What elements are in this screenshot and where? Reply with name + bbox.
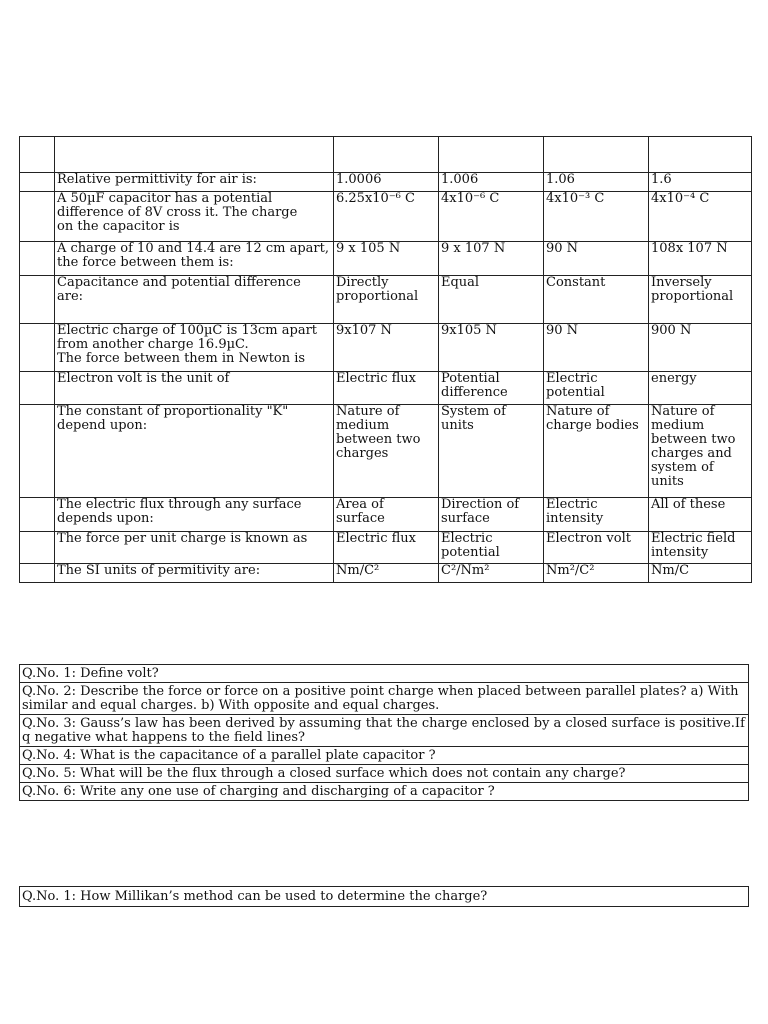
mcq-table bbox=[19, 136, 752, 583]
mcq-row bbox=[20, 276, 752, 324]
mcq-number-cell bbox=[20, 564, 55, 583]
mcq-option-b: Electric potential bbox=[441, 531, 500, 560]
mcq-row bbox=[20, 564, 752, 583]
mcq-question: The force per unit charge is known as bbox=[57, 531, 308, 546]
mcq-option-b: Potential difference bbox=[441, 371, 508, 400]
mcq-option-c: 90 N bbox=[546, 241, 579, 256]
mcq-option-d: Nm/C bbox=[651, 563, 690, 578]
mcq-option-a: Area of surface bbox=[336, 497, 385, 526]
short-question: Q.No. 3: Gauss’s law has been derived by assuming that the charge enclosed by a closed surface is positive.If q negative what happens to the field lines? bbox=[20, 715, 749, 747]
mcq-option-d: Electric field intensity bbox=[651, 531, 736, 560]
mcq-question: A charge of 10 and 14.4 are 12 cm apart, the force between them is: bbox=[57, 241, 329, 270]
short-question-row bbox=[20, 747, 749, 765]
mcq-option-b: 9x105 N bbox=[441, 323, 497, 338]
mcq-number-cell bbox=[20, 324, 55, 372]
short-questions-table bbox=[19, 664, 749, 801]
mcq-header-cell bbox=[55, 137, 334, 173]
short-question: Q.No. 2: Describe the force or force on a positive point charge when placed between parallel plates? a) With similar and equal charges. b) With opposite and equal charges. bbox=[20, 683, 749, 715]
mcq-option-a: 9 x 105 N bbox=[336, 241, 401, 256]
mcq-option-b: Equal bbox=[441, 275, 480, 290]
mcq-option-b: 4x10⁻⁶ C bbox=[441, 191, 500, 206]
mcq-option-c: Electric potential bbox=[546, 371, 605, 400]
mcq-question: The constant of proportionality "K" depend upon: bbox=[57, 404, 289, 433]
mcq-header-cell bbox=[334, 137, 439, 173]
mcq-option-a: Electric flux bbox=[336, 531, 417, 546]
mcq-option-b: Direction of surface bbox=[441, 497, 520, 526]
mcq-row bbox=[20, 173, 752, 192]
short-question: Q.No. 4: What is the capacitance of a parallel plate capacitor ? bbox=[20, 747, 749, 765]
mcq-row bbox=[20, 498, 752, 532]
mcq-option-c: Nm²/C² bbox=[546, 563, 595, 578]
mcq-number-cell bbox=[20, 405, 55, 498]
long-question-row bbox=[20, 887, 749, 907]
mcq-number-cell bbox=[20, 498, 55, 532]
short-question-row bbox=[20, 715, 749, 747]
mcq-option-d: 4x10⁻⁴ C bbox=[651, 191, 710, 206]
mcq-question: The electric flux through any surface depends upon: bbox=[57, 497, 302, 526]
mcq-option-a: 1.0006 bbox=[336, 172, 382, 187]
mcq-option-a: Nature of medium between two charges bbox=[336, 404, 421, 461]
mcq-option-a: Directly proportional bbox=[336, 275, 419, 304]
mcq-row bbox=[20, 242, 752, 276]
mcq-option-c: Constant bbox=[546, 275, 606, 290]
mcq-header-cell bbox=[20, 137, 55, 173]
mcq-option-a: Electric flux bbox=[336, 371, 417, 386]
mcq-number-cell bbox=[20, 372, 55, 405]
mcq-option-d: 900 N bbox=[651, 323, 692, 338]
mcq-option-a: 6.25x10⁻⁶ C bbox=[336, 191, 415, 206]
mcq-option-d: All of these bbox=[651, 497, 726, 512]
mcq-option-a: Nm/C² bbox=[336, 563, 380, 578]
short-question-row bbox=[20, 783, 749, 801]
mcq-header-cell bbox=[544, 137, 649, 173]
mcq-header-cell bbox=[439, 137, 544, 173]
mcq-row bbox=[20, 372, 752, 405]
mcq-option-c: Electron volt bbox=[546, 531, 631, 546]
mcq-row bbox=[20, 324, 752, 372]
mcq-option-d: Nature of medium between two charges and system of units bbox=[651, 404, 736, 489]
mcq-option-c: Electric intensity bbox=[546, 497, 604, 526]
short-question: Q.No. 6: Write any one use of charging and discharging of a capacitor ? bbox=[20, 783, 749, 801]
mcq-option-b: 1.006 bbox=[441, 172, 479, 187]
long-questions-table bbox=[19, 886, 749, 907]
mcq-option-c: Nature of charge bodies bbox=[546, 404, 639, 433]
mcq-row bbox=[20, 405, 752, 498]
mcq-option-b: System of units bbox=[441, 404, 506, 433]
mcq-option-d: Inversely proportional bbox=[651, 275, 734, 304]
mcq-option-b: C²/Nm² bbox=[441, 563, 490, 578]
short-question-row bbox=[20, 683, 749, 715]
mcq-question: A 50µF capacitor has a potential difference of 8V cross it. The charge on the capacitor is bbox=[57, 191, 298, 234]
mcq-question: Electric charge of 100µC is 13cm apart from another charge 16.9µC. The force between them in Newton is bbox=[57, 323, 318, 366]
mcq-option-b: 9 x 107 N bbox=[441, 241, 506, 256]
short-question-row bbox=[20, 665, 749, 683]
mcq-question: The SI units of permitivity are: bbox=[57, 563, 261, 578]
mcq-question: Electron volt is the unit of bbox=[57, 371, 230, 386]
mcq-number-cell bbox=[20, 532, 55, 564]
mcq-number-cell bbox=[20, 173, 55, 192]
mcq-question: Relative permittivity for air is: bbox=[57, 172, 257, 187]
mcq-number-cell bbox=[20, 242, 55, 276]
mcq-number-cell bbox=[20, 192, 55, 242]
short-question-row bbox=[20, 765, 749, 783]
mcq-row bbox=[20, 532, 752, 564]
long-question: Q.No. 1: How Millikan’s method can be used to determine the charge? bbox=[20, 887, 749, 907]
mcq-option-d: 1.6 bbox=[651, 172, 672, 187]
short-question: Q.No. 1: Define volt? bbox=[20, 665, 749, 683]
mcq-option-c: 1.06 bbox=[546, 172, 575, 187]
mcq-option-d: 108x 107 N bbox=[651, 241, 728, 256]
mcq-option-a: 9x107 N bbox=[336, 323, 392, 338]
mcq-option-c: 90 N bbox=[546, 323, 579, 338]
mcq-row bbox=[20, 192, 752, 242]
mcq-header-row bbox=[20, 137, 752, 173]
short-question: Q.No. 5: What will be the flux through a closed surface which does not contain any charge? bbox=[20, 765, 749, 783]
mcq-number-cell bbox=[20, 276, 55, 324]
mcq-header-cell bbox=[649, 137, 752, 173]
mcq-option-d: energy bbox=[651, 371, 697, 386]
mcq-question: Capacitance and potential difference are: bbox=[57, 275, 301, 304]
mcq-option-c: 4x10⁻³ C bbox=[546, 191, 605, 206]
